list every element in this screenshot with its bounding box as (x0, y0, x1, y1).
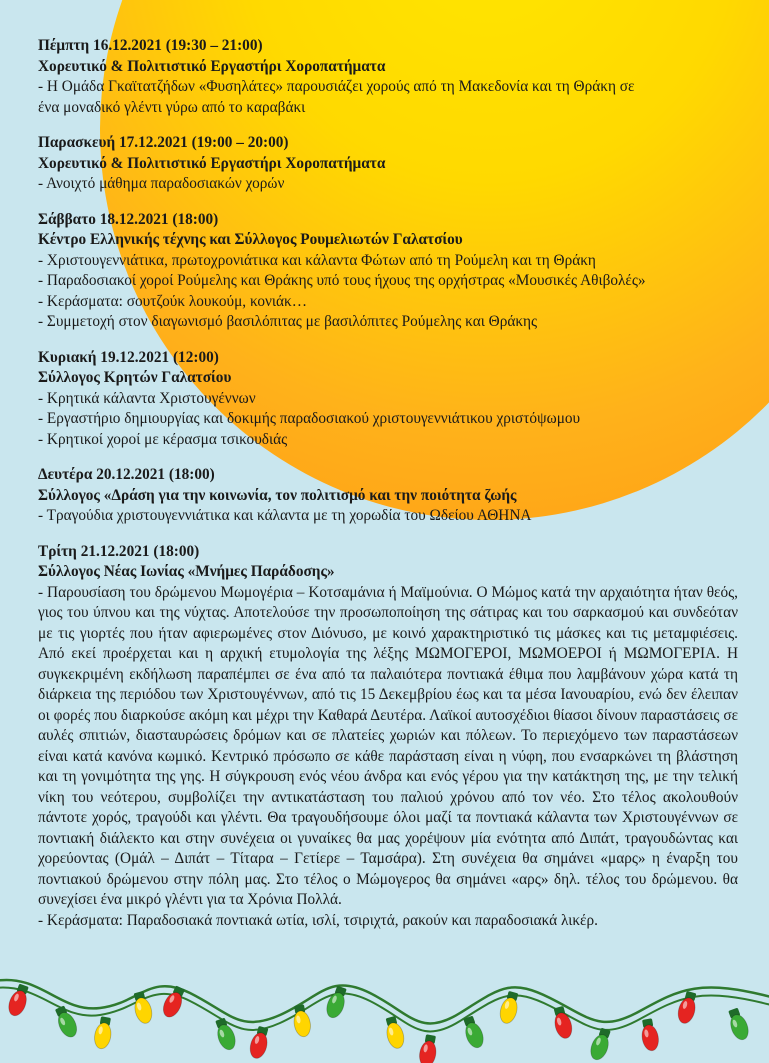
light-wire (0, 988, 769, 1032)
event-line: - Παραδοσιακοί χοροί Ρούμελης και Θράκης υπό τους ήχους της ορχήστρας «Μουσικές Αθιβολές» (38, 272, 646, 289)
event-date: Κυριακή 19.12.2021 (12:00) (38, 348, 219, 366)
event-6 (38, 542, 738, 932)
event-3 (38, 210, 738, 333)
event-line: - Κεράσματα: σουτζούκ λουκούμ, κονιάκ… (38, 292, 308, 310)
light-bulb (160, 984, 188, 1020)
event-line: - Κρητικοί χοροί με κέρασμα τσικουδιάς (38, 430, 288, 448)
event-organizer: Κέντρο Ελληνικής τέχνης και Σύλλογος Ρουμελιωτών Γαλατσίου (38, 231, 463, 248)
event-4 (38, 348, 738, 451)
event-line: - Η Ομάδα Γκαϊτατζήδων «Φυσηλάτες» παρουσιάζει χορούς από τη Μακεδονία και τη Θράκη σε (38, 78, 635, 95)
christmas-lights-decoration (0, 953, 769, 1063)
event-line: - Ανοιχτό μάθημα παραδοσιακών χορών (38, 175, 285, 192)
light-bulb (498, 990, 522, 1025)
event-line: - Εργαστήριο δημιουργίας και δοκιμής παραδοσιακού χριστουγεννιάτικου χριστόψωμου (38, 410, 581, 427)
event-1 (38, 36, 738, 118)
event-line: - Τραγούδια χριστουγεννιάτικα και κάλαντα με τη χορωδία του Ωδείου ΑΘΗΝΑ (38, 507, 532, 524)
event-line: - Χριστουγεννιάτικα, πρωτοχρονιάτικα και κάλαντα Φώτων από τη Ρούμελη και τη Θράκη (38, 251, 596, 269)
event-2 (38, 133, 738, 195)
light-bulbs (6, 983, 752, 1063)
event-description: - Παρουσίαση του δρώμενου Μωμογέρια – Κοτσαμάνια ή Μαϊμούνια. Ο Μώμος κατά την αρχαιότητα ήταν θεός, γιος του ύπνου και της νύχτας. Αποτελούσε την προσωποποίηση της σάτιρας και του σαρκασμού και συνδεόταν με τις γιορτές που ήταν αφιερωμένες στον Διόνυσο, με κοινό χαρακτηριστικό τις μάσκες και τις μεταμφιέσεις. Από εκεί προέρχεται και η αρχική ετυμολογία της λέξης ΜΩΜΟΓΕΡΟΙ, ΜΩΜΟΕΡΟΙ ή ΜΩΜΟΓΕΡΙΑ. Η συγκεκριμένη εκδήλωση παραπέμπει σε ένα από τα παλαιότερα ποντιακά έθιμα που λαμβάνουν χώρα κατά τη διάρκεια της περιόδου των Χριστουγέννων, από τις 15 Δεκεμβρίου έως και τα μέσα Ιανουαρίου, ενώ δεν έλειπαν οι φορές που διαρκούσε ακόμη και μέχρι την Καθαρά Δευτέρα. Λαϊκοί αυτοσχέδιοι θίασοι δίνουν παραστάσεις σε αυλές σπιτιών, διασταυρώσεις δρόμων και σε πλατείες χωριών και πόλεων. Το περιεχόμενο των παραστάσεων είναι κατά κανόνα κωμικό. Κεντρικό πρόσωπο σε κάθε παράσταση είναι η νύφη, που ενσαρκώνει τη βλάστηση και τη γονιμότητα της γης. Η σύγκρουση ενός νέου άνδρα και ενός γέρου για την κατάκτηση της, με την τελική νίκη του νεότερου, συμβολίζει την αντικατάσταση του παλιού χρόνου από τον νέο. Στο τέλος ακολουθούν πάντοτε χορός, τραγούδι και γλέντι. Θα τραγουδήσουμε όλοι μαζί τα ποντιακά κάλαντα των Χριστουγέννων σε ποντιακή διάλεκτο και στην συνέχεια οι γυναίκες θα μας χορέψουν μία ενότητα από Διπάτ, τραγουδώντας και χορεύοντας (Ομάλ – Διπάτ – Τίταρα – Γετίερε – Ταμσάρα). Στη συνέχεια θα σημάνει «μαρς» η έναρξη του ποντιακού δρώμενου στην πόλη μας. Στο τέλος ο Μώμογερος θα σημάνει «αρς» δηλ. τέλος του δρώμενου. θα συνεχίσει ένα μικρό γλέντι για τα Χρόνια Πολλά. (38, 583, 738, 908)
light-bulb (588, 1027, 614, 1063)
event-line: - Συμμετοχή στον διαγωνισμό βασιλόπιτας με βασιλόπιτες Ρούμελης και Θράκης (38, 313, 538, 330)
event-line: ένα μοναδικό γλέντι γύρω από το καραβάκι (38, 98, 306, 116)
event-date: Δευτέρα 20.12.2021 (18:00) (38, 466, 215, 483)
light-bulb (725, 1007, 751, 1043)
event-date: Παρασκευή 17.12.2021 (19:00 – 20:00) (38, 134, 289, 151)
light-wire (0, 980, 769, 1024)
light-bulb (93, 1016, 114, 1050)
event-organizer: Χορευτικό & Πολιτιστικό Εργαστήρι Χοροπατήματα (38, 57, 386, 75)
event-date: Πέμπτη 16.12.2021 (19:30 – 21:00) (38, 37, 263, 54)
light-bulb (676, 990, 700, 1025)
light-bulb (460, 1015, 486, 1051)
events-list (38, 36, 738, 931)
event-line: - Κεράσματα: Παραδοσιακά ποντιακά ωτία, ισλί, τσιριχτά, ρακούν και παραδοσιακά λικέρ. (38, 911, 598, 929)
event-organizer: Σύλλογος «Δράση για την κοινωνία, τον πολιτισμό και την ποιότητα ζωής (38, 486, 517, 504)
event-organizer: Χορευτικό & Πολιτιστικό Εργαστήρι Χοροπατήματα (38, 154, 386, 172)
event-date: Τρίτη 21.12.2021 (18:00) (38, 542, 200, 560)
light-bulb (639, 1018, 660, 1052)
event-line: - Κρητικά κάλαντα Χριστουγέννων (38, 389, 256, 407)
event-5 (38, 465, 738, 527)
event-date: Σάββατο 18.12.2021 (18:00) (38, 210, 219, 228)
light-bulb (212, 1017, 238, 1053)
event-organizer: Σύλλογος Νέας Ιωνίας «Μνήμες Παράδοσης» (38, 563, 335, 580)
light-bulb (418, 1034, 439, 1063)
event-organizer: Σύλλογος Κρητών Γαλατσίου (38, 369, 232, 386)
